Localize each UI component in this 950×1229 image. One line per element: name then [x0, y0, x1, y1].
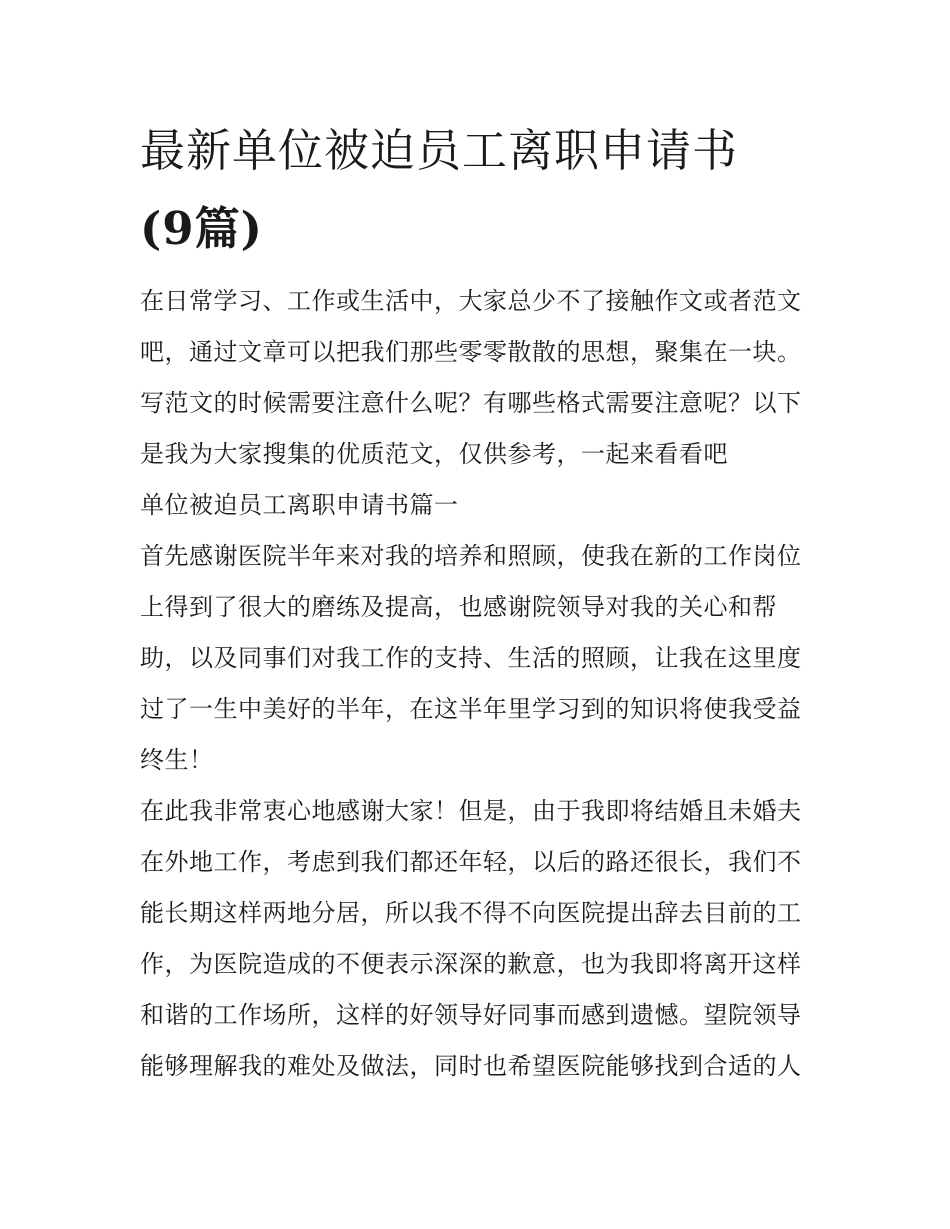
- intro-line-2: 吧，通过文章可以把我们那些零零散散的思想，聚集在一块。: [140, 338, 802, 366]
- paragraph-2-line-3: 能长期这样两地分居，所以我不得不向医院提出辞去目前的工: [140, 899, 802, 927]
- paragraph-2-line-6: 能够理解我的难处及做法，同时也希望医院能够找到合适的人: [140, 1052, 802, 1080]
- section-heading: 单位被迫员工离职申请书篇一: [140, 491, 459, 519]
- paragraph-1-line-2: 上得到了很大的磨练及提高，也感谢院领导对我的关心和帮: [140, 593, 777, 621]
- intro-line-3: 写范文的时候需要注意什么呢？有哪些格式需要注意呢？以下: [140, 389, 802, 417]
- paragraph-1-line-1: 首先感谢医院半年来对我的培养和照顾，使我在新的工作岗位: [140, 542, 802, 570]
- document-body: [140, 276, 830, 1092]
- paragraph-1-line-5: 终生！: [140, 746, 214, 774]
- paragraph-1-line-3: 助，以及同事们对我工作的支持、生活的照顾，让我在这里度: [140, 644, 802, 672]
- paragraph-2-line-1: 在此我非常衷心地感谢大家！但是，由于我即将结婚且未婚夫: [140, 797, 802, 825]
- document-title: [140, 112, 830, 268]
- title-line-1: 最新单位被迫员工离职申请书: [140, 124, 739, 177]
- paragraph-2-line-4: 作，为医院造成的不便表示深深的歉意，也为我即将离开这样: [140, 950, 802, 978]
- paragraph-1-line-4: 过了一生中美好的半年，在这半年里学习到的知识将使我受益: [140, 695, 802, 723]
- title-line-2: (9篇): [140, 202, 263, 255]
- paragraph-2-line-5: 和谐的工作场所，这样的好领导好同事而感到遗憾。望院领导: [140, 1001, 802, 1029]
- paragraph-2-line-2: 在外地工作，考虑到我们都还年轻，以后的路还很长，我们不: [140, 848, 802, 876]
- intro-line-1: 在日常学习、工作或生活中，大家总少不了接触作文或者范文: [140, 287, 802, 315]
- intro-line-4: 是我为大家搜集的优质范文，仅供参考，一起来看看吧: [140, 440, 728, 468]
